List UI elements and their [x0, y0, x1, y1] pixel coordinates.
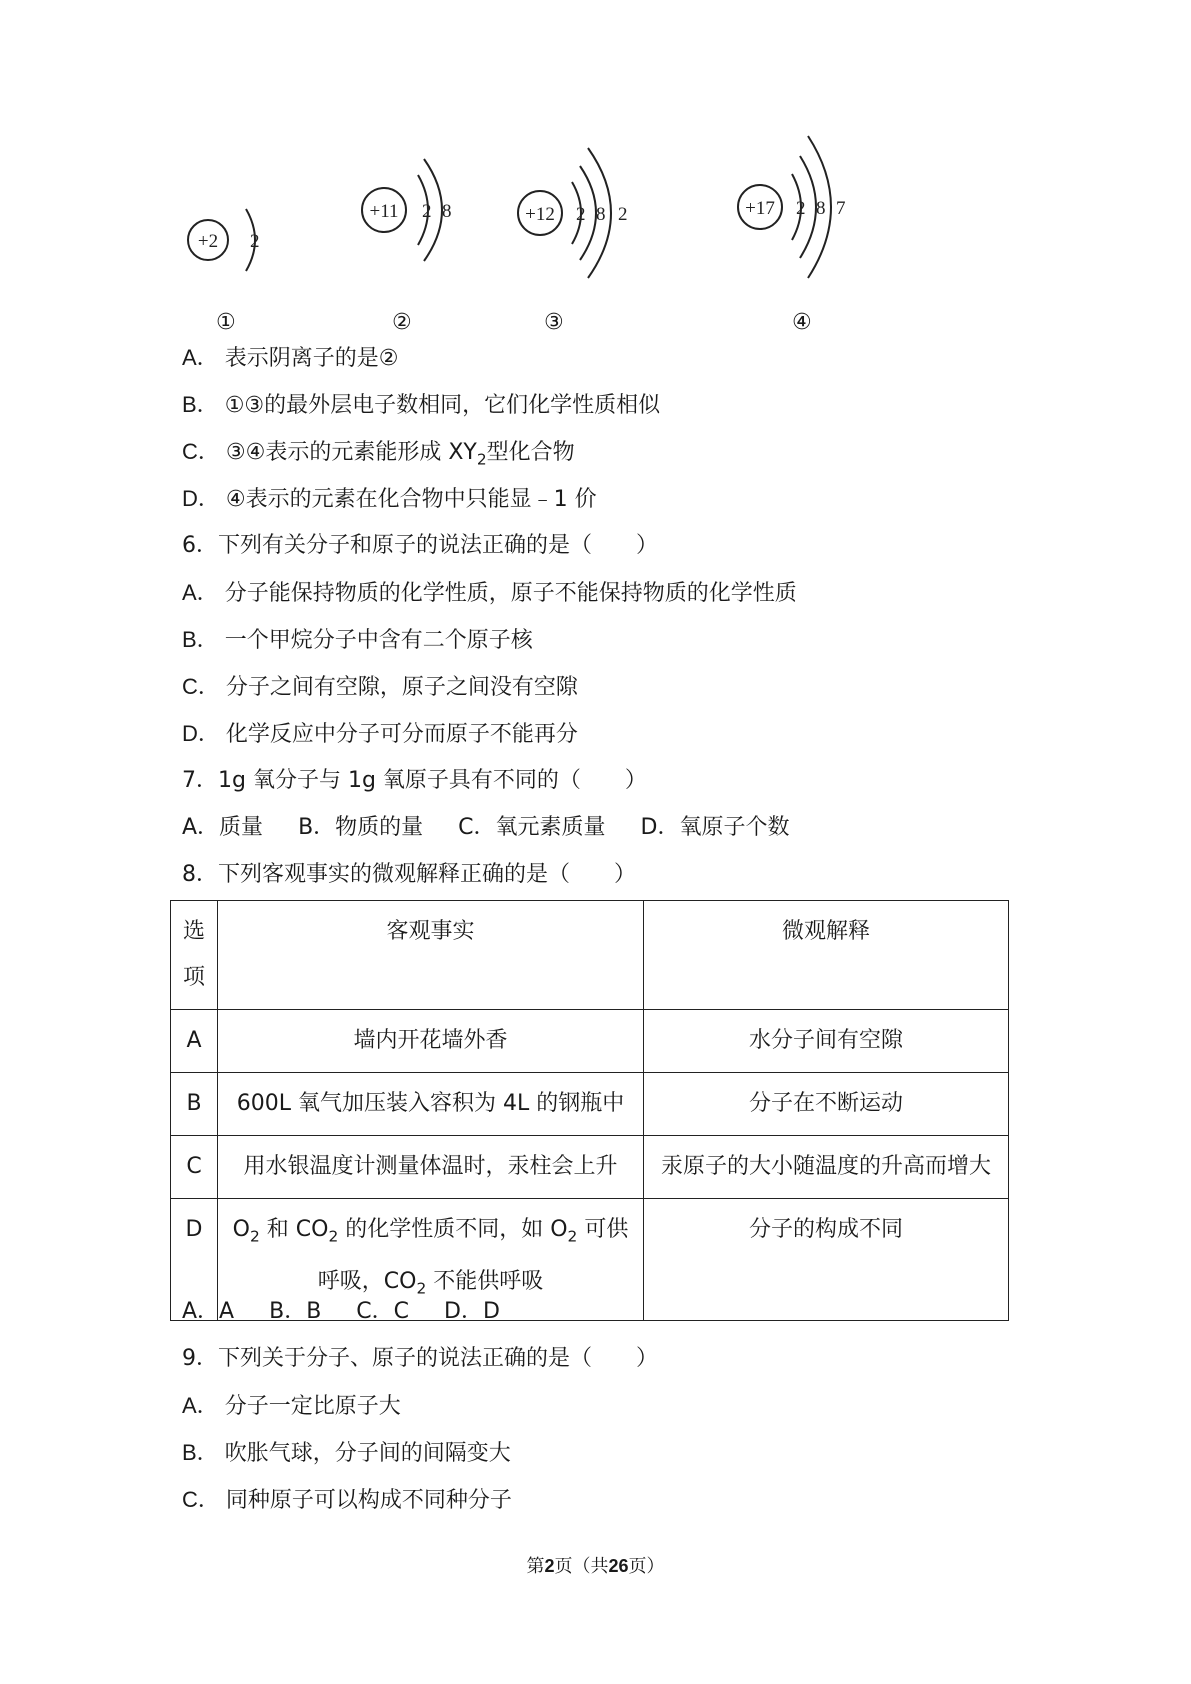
q7-option-d: D．氧原子个数 [640, 815, 790, 840]
q6-option-a: A． 分子能保持物质的化学性质，原子不能保持物质的化学性质 [182, 580, 797, 606]
svg-text:2: 2 [422, 201, 432, 222]
diagram-label-4: ④ [792, 310, 812, 335]
electron-count: 2 [250, 231, 260, 252]
atom-diagram-4 [732, 130, 902, 304]
svg-text:2: 2 [576, 204, 586, 225]
q5-option-d: D． ④表示的元素在化合物中只能显﹣1 价 [182, 486, 597, 512]
q5-option-c: C． ③④表示的元素能形成 $XY_2$型化合物 [182, 439, 575, 469]
row-explanation: 分子在不断运动 [644, 1073, 1009, 1136]
svg-text:2: 2 [796, 198, 806, 219]
q8-option-b: B．B [269, 1299, 322, 1324]
page-number: 2 [544, 1556, 555, 1576]
table-row [171, 1136, 1009, 1199]
total-pages: 26 [608, 1556, 629, 1576]
q5-option-a: A． 表示阴离子的是② [182, 345, 399, 371]
header-option: 选项 [171, 901, 218, 1010]
header-explanation: 微观解释 [644, 901, 1009, 1010]
q8-table [170, 900, 1009, 1321]
diagram-label-1: ① [216, 310, 236, 335]
atom-diagram-2 [360, 145, 510, 299]
atom-diagrams [160, 140, 860, 340]
table-header-row [171, 901, 1009, 1010]
q5-option-b: B． ①③的最外层电子数相同，它们化学性质相似 [182, 392, 661, 418]
atom-diagram-1 [184, 195, 304, 299]
row-key: B [171, 1073, 218, 1136]
q7-stem: 7．1g 氧分子与 1g 氧原子具有不同的（ ） [182, 768, 647, 793]
q7-options [182, 813, 817, 843]
q7-option-c: C．氧元素质量 [458, 815, 606, 840]
q8-option-a: A．A [182, 1299, 235, 1324]
svg-text:8: 8 [816, 198, 826, 219]
row-key: D [171, 1199, 218, 1321]
q8-option-d: D．D [444, 1299, 500, 1324]
svg-text:2: 2 [618, 204, 628, 225]
row-fact: 用水银温度计测量体温时，汞柱会上升 [218, 1136, 644, 1199]
q9-option-b: B． 吹胀气球，分子间的间隔变大 [182, 1440, 511, 1466]
svg-text:+17: +17 [745, 198, 775, 219]
q6-option-c: C． 分子之间有空隙，原子之间没有空隙 [182, 674, 578, 700]
svg-text:7: 7 [836, 198, 846, 219]
row-fact: $O_2$ 和 $CO_2$ 的化学性质不同，如 $O_2$ 可供呼吸，$CO_2$ 不能供呼吸 [218, 1199, 644, 1321]
diagram-label-3: ③ [544, 310, 564, 335]
q8-option-c: C．C [356, 1299, 410, 1324]
q6-stem: 6．下列有关分子和原子的说法正确的是（ ） [182, 533, 658, 558]
svg-text:+12: +12 [525, 204, 555, 225]
row-explanation: 汞原子的大小随温度的升高而增大 [644, 1136, 1009, 1199]
table-row [171, 1010, 1009, 1073]
atom-diagram-3 [510, 138, 680, 312]
page-footer: 第2页（共26页） [526, 1556, 665, 1577]
table-row [171, 1073, 1009, 1136]
nucleus-charge: +2 [197, 231, 219, 252]
svg-text:+11: +11 [369, 201, 399, 222]
row-fact: 墙内开花墙外香 [218, 1010, 644, 1073]
svg-text:8: 8 [596, 204, 606, 225]
q7-option-b: B．物质的量 [298, 815, 424, 840]
row-key: A [171, 1010, 218, 1073]
row-key: C [171, 1136, 218, 1199]
svg-text:8: 8 [442, 201, 452, 222]
diagram-label-2: ② [392, 310, 412, 335]
q9-stem: 9．下列关于分子、原子的说法正确的是（ ） [182, 1346, 658, 1371]
q9-option-c: C． 同种原子可以构成不同种分子 [182, 1487, 512, 1513]
header-fact: 客观事实 [218, 901, 644, 1010]
q6-option-b: B． 一个甲烷分子中含有二个原子核 [182, 627, 533, 653]
row-explanation: 水分子间有空隙 [644, 1010, 1009, 1073]
q7-option-a: A．质量 [182, 815, 264, 840]
row-fact: 600L 氧气加压装入容积为 4L 的钢瓶中 [218, 1073, 644, 1136]
q8-answer-options [182, 1297, 528, 1327]
q6-option-d: D． 化学反应中分子可分而原子不能再分 [182, 721, 578, 747]
q8-stem: 8．下列客观事实的微观解释正确的是（ ） [182, 862, 636, 887]
row-explanation: 分子的构成不同 [644, 1199, 1009, 1321]
q9-option-a: A． 分子一定比原子大 [182, 1393, 401, 1419]
